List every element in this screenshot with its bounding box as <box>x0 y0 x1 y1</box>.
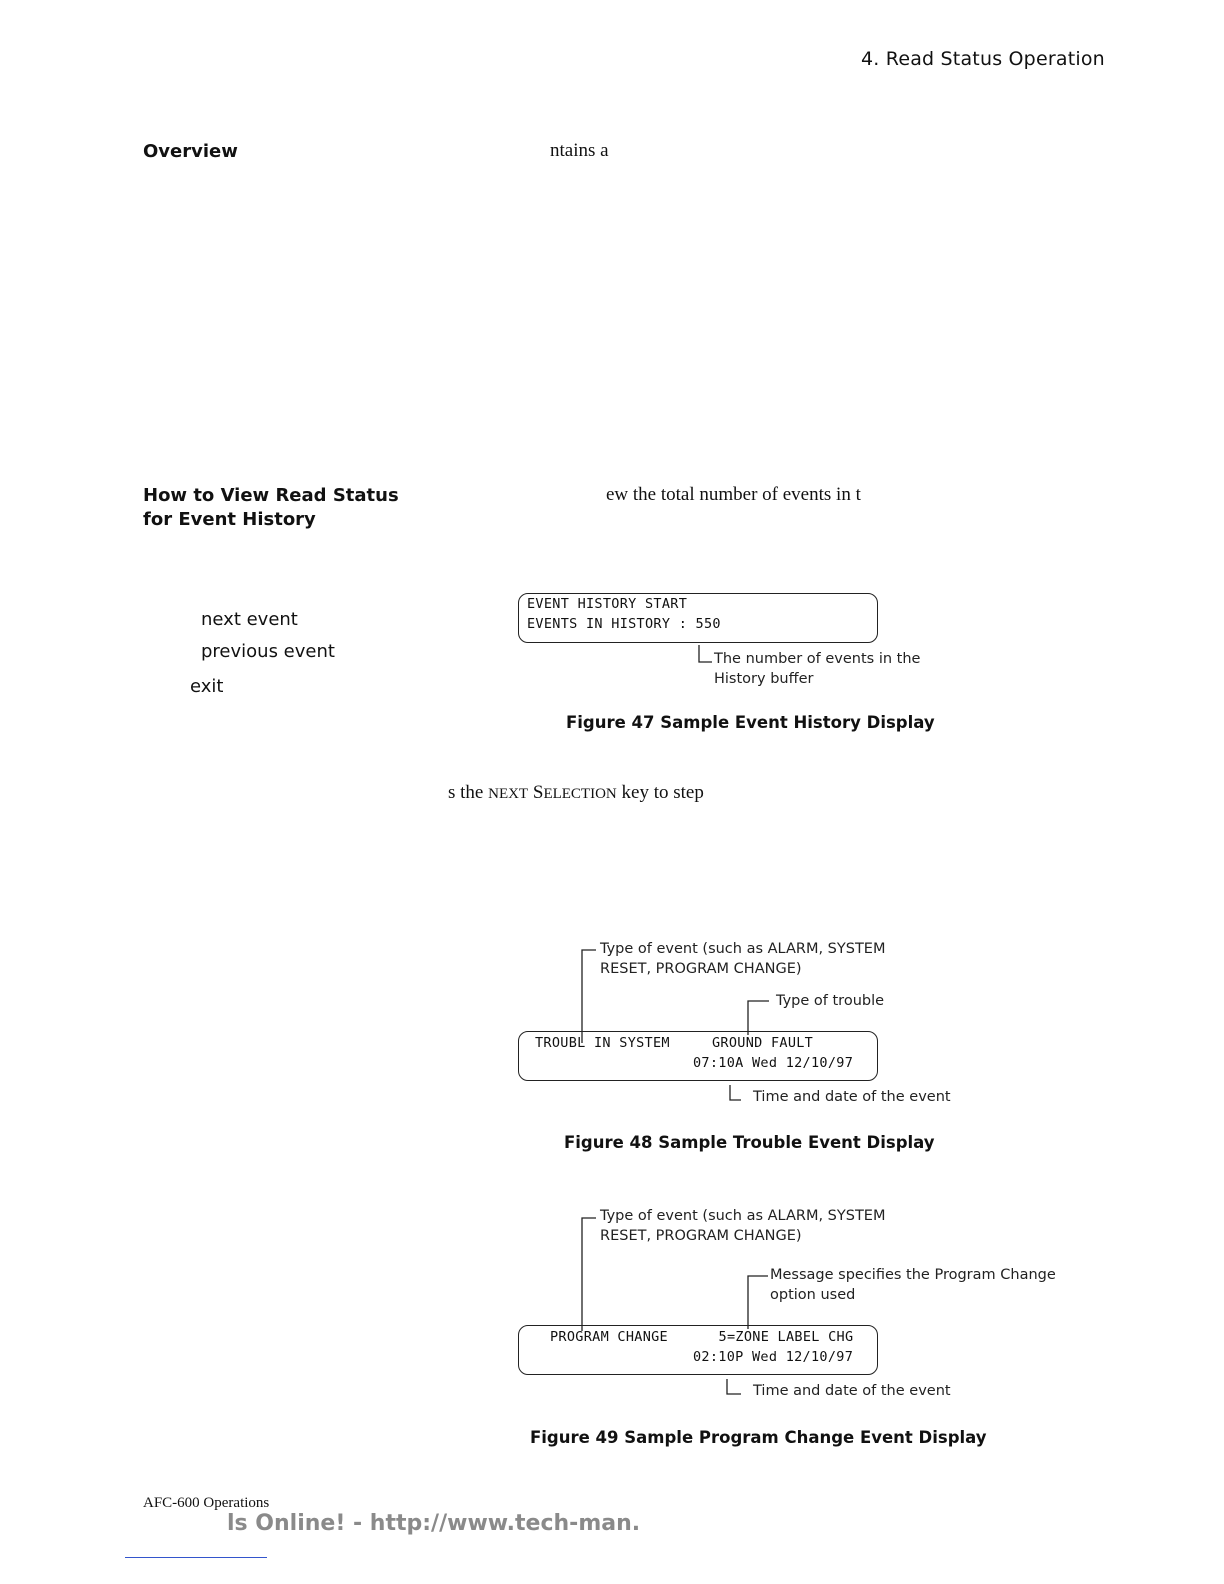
fig48-caption: Figure 48 Sample Trouble Event Display <box>564 1133 935 1152</box>
fig48-trouble-leader <box>748 1001 769 1035</box>
running-header: 4. Read Status Operation <box>861 48 1105 70</box>
fig49-type-leader <box>582 1218 596 1331</box>
fig49-callout-time-date: Time and date of the event <box>753 1383 951 1399</box>
fig47-callout <box>714 649 920 689</box>
fig49-lcd-line1: PROGRAM CHANGE 5=ZONE LABEL CHG <box>550 1329 854 1345</box>
fig48-callout-type-line2: RESET, PROGRAM CHANGE) <box>600 961 802 977</box>
fig49-caption: Figure 49 Sample Program Change Event Display <box>530 1428 987 1447</box>
fig47-callout-line1: The number of events in the <box>714 651 921 667</box>
fig49-lcd-line2: 02:10P Wed 12/10/97 <box>693 1349 854 1365</box>
fig47-lcd-line2: EVENTS IN HISTORY : 550 <box>527 616 721 632</box>
overview-text-fragment: ntains a <box>550 140 609 161</box>
howto-text-fragment: ew the total number of events in t <box>606 484 861 505</box>
watermark-underline <box>125 1557 267 1558</box>
fig49-callout-type-line1: Type of event (such as ALARM, SYSTEM <box>600 1208 886 1224</box>
fig48-lcd-line1: TROUBL IN SYSTEM GROUND FAULT <box>535 1035 814 1051</box>
fig49-callout-message-line1: Message specifies the Program Change <box>770 1267 1056 1283</box>
fig48-lcd-line2: 07:10A Wed 12/10/97 <box>693 1055 854 1071</box>
fig47-leader <box>699 645 712 662</box>
fig49-callout-event-type <box>600 1206 885 1246</box>
fig48-time-leader <box>730 1085 741 1100</box>
howto-heading-line1: How to View Read Status <box>143 485 399 506</box>
fig47-caption: Figure 47 Sample Event History Display <box>566 713 935 732</box>
fig49-callout-type-line2: RESET, PROGRAM CHANGE) <box>600 1228 802 1244</box>
howto-heading-line2: for Event History <box>143 509 316 530</box>
next-selection-sc1: NEXT <box>488 786 529 802</box>
next-selection-text-fragment <box>448 782 704 804</box>
footer-manual-name: AFC-600 Operations <box>143 1495 270 1511</box>
fig49-callout-message-line2: option used <box>770 1287 856 1303</box>
fig48-callout-event-type <box>600 939 885 979</box>
key-previous-event: previous event <box>201 641 335 662</box>
watermark-text: ls Online! - http://www.tech-man. <box>227 1511 641 1536</box>
fig49-message-leader <box>748 1276 768 1329</box>
next-selection-suffix: key to step <box>616 782 704 803</box>
howto-heading <box>143 484 399 532</box>
fig48-type-leader <box>582 950 596 1043</box>
next-selection-prefix: s the <box>448 782 489 803</box>
fig48-callout-trouble-type: Type of trouble <box>776 993 885 1009</box>
key-exit: exit <box>190 676 224 697</box>
fig47-lcd-line1: EVENT HISTORY START <box>527 596 688 612</box>
fig49-callout-message <box>770 1265 1056 1305</box>
next-selection-sc2: ELECTION <box>543 786 617 802</box>
key-next-event: next event <box>201 609 298 630</box>
next-selection-initial: S <box>528 782 544 803</box>
fig47-callout-line2: History buffer <box>714 671 814 687</box>
fig48-callout-type-line1: Type of event (such as ALARM, SYSTEM <box>600 941 886 957</box>
overview-heading: Overview <box>143 141 238 162</box>
fig49-time-leader <box>727 1379 741 1394</box>
fig48-callout-time-date: Time and date of the event <box>753 1089 951 1105</box>
